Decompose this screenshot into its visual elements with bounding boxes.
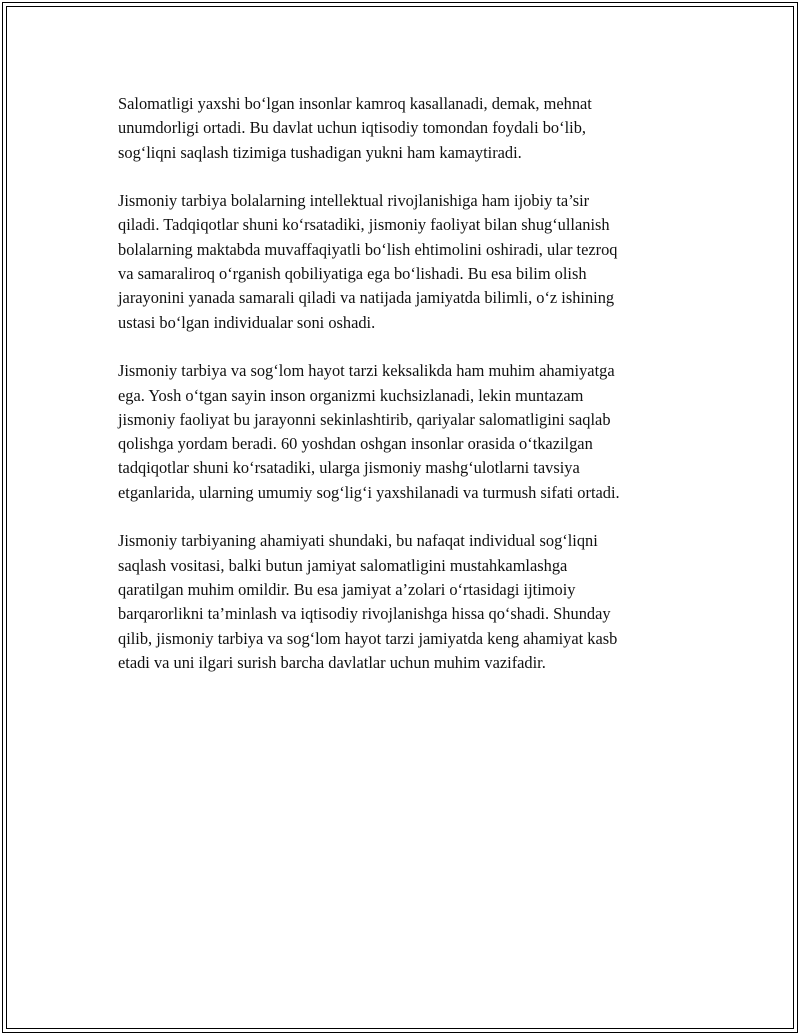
text-line: ega. Yosh o‘tgan sayin inson organizmi kuchsizlanadi, lekin muntazam [118,385,584,405]
text-line: Jismoniy tarbiyaning ahamiyati shundaki, bu nafaqat individual sog‘liqni [118,531,598,551]
text-line: qolishga yordam beradi. 60 yoshdan oshgan insonlar orasida o‘tkazilgan [118,434,593,454]
text-line: tadqiqotlar shuni ko‘rsatadiki, ularga jismoniy mashg‘ulotlarni tavsiya [118,458,580,478]
text-line: unumdorligi ortadi. Bu davlat uchun iqtisodiy tomondan foydali bo‘lib, [118,118,586,138]
text-line: jarayonini yanada samarali qiladi va natijada jamiyatda bilimli, o‘z ishining [118,288,615,308]
text-line: qiladi. Tadqiqotlar shuni ko‘rsatadiki, jismoniy faoliyat bilan shug‘ullanish [118,215,610,235]
text-line: va samaraliroq o‘rganish qobiliyatiga ega bo‘lishadi. Bu esa bilim olish [118,264,587,284]
paragraph-4 [118,529,698,675]
text-line: Jismoniy tarbiya va sog‘lom hayot tarzi keksalikda ham muhim ahamiyatga [118,361,615,381]
text-line: etadi va uni ilgari surish barcha davlatlar uchun muhim vazifadir. [118,652,546,672]
paragraph-3 [118,359,698,505]
text-line: Jismoniy tarbiya bolalarning intellektual rivojlanishiga ham ijobiy ta’sir [118,191,590,211]
paragraph-2 [118,189,698,335]
paragraph-1 [118,92,698,165]
text-line: barqarorlikni ta’minlash va iqtisodiy rivojlanishga hissa qo‘shadi. Shunday [118,604,611,624]
text-line: sog‘liqni saqlash tizimiga tushadigan yukni ham kamaytiradi. [118,142,522,162]
text-line: bolalarning maktabda muvaffaqiyatli bo‘lish ehtimolini oshiradi, ular tezroq [118,239,618,259]
text-line: jismoniy faoliyat bu jarayonni sekinlashtirib, qariyalar salomatligini saqlab [118,409,611,429]
text-line: qaratilgan muhim omildir. Bu esa jamiyat a’zolari o‘rtasidagi ijtimoiy [118,579,576,599]
text-line: saqlash vositasi, balki butun jamiyat salomatligini mustahkamlashga [118,555,568,575]
text-line: ustasi bo‘lgan individualar soni oshadi. [118,312,376,332]
text-line: etganlarida, ularning umumiy sog‘lig‘i yaxshilanadi va turmush sifati ortadi. [118,482,620,502]
text-line: Salomatligi yaxshi bo‘lgan insonlar kamroq kasallanadi, demak, mehnat [118,94,592,113]
text-line: qilib, jismoniy tarbiya va sog‘lom hayot tarzi jamiyatda keng ahamiyat kasb [118,628,618,648]
document-body [118,92,698,699]
